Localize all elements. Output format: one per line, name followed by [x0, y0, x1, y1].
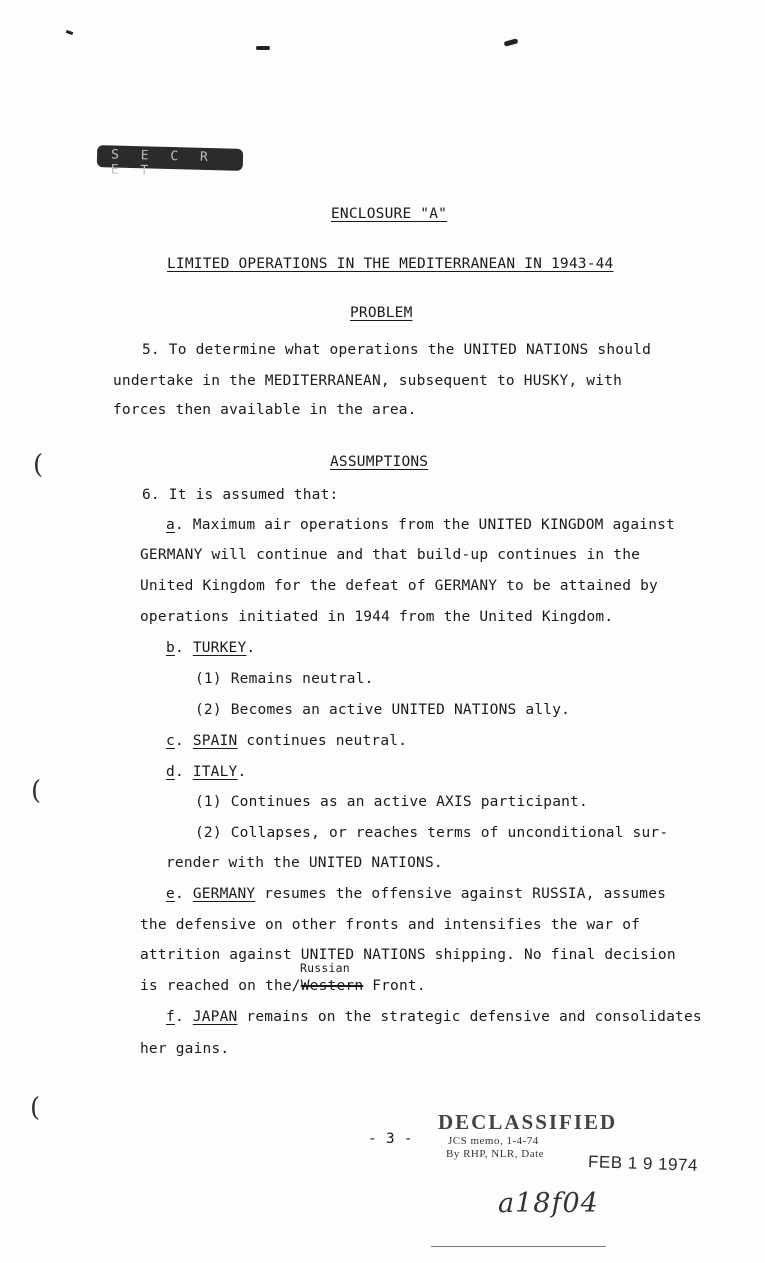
item-f-letter: f — [166, 1009, 175, 1025]
item-c-text: continues neutral. — [237, 733, 408, 749]
handwritten-code: a18f04 — [498, 1188, 599, 1219]
item-e-line3: attrition against UNITED NATIONS shipping. No final decision — [140, 947, 676, 963]
item-b-title: TURKEY — [192, 640, 247, 656]
page-number: - 3 - — [368, 1131, 413, 1147]
binder-hole-mark: ( — [30, 1093, 41, 1123]
item-e-line4 — [140, 977, 426, 995]
declassified-line1: JCS memo, 1-4-74 — [448, 1135, 539, 1147]
item-f-text: remains on the strategic defensive and consolidates — [237, 1009, 702, 1025]
item-a-letter: a — [166, 517, 175, 533]
item-c-letter: c — [166, 733, 175, 749]
binder-hole-mark: ( — [31, 776, 42, 806]
item-b-sub2: (2) Becomes an active UNITED NATIONS ally. — [195, 702, 571, 718]
secret-stamp — [97, 145, 244, 179]
item-d-heading: d. ITALY. — [166, 764, 247, 780]
item-a-line: GERMANY will continue and that build-up continues in the — [140, 547, 641, 563]
secret-stamp-text: S E C R E T — [110, 147, 216, 179]
item-e-text: resumes the offensive against RUSSIA, assumes — [255, 886, 667, 902]
declassified-date: FEB 1 9 1974 — [587, 1152, 699, 1175]
problem-line: forces then available in the area. — [113, 402, 417, 418]
ink-speck — [256, 46, 270, 50]
item-a-line: United Kingdom for the defeat of GERMANY to be attained by — [140, 578, 658, 594]
ink-speck — [66, 30, 74, 35]
item-d-sub2b: render with the UNITED NATIONS. — [166, 855, 443, 871]
item-c-line: c. SPAIN continues neutral. — [166, 733, 408, 749]
bottom-rule — [431, 1246, 606, 1247]
item-d-sub1: (1) Continues as an active AXIS participant. — [195, 794, 588, 810]
declassified-title: DECLASSIFIED — [438, 1110, 618, 1134]
item-b-sub1: (1) Remains neutral. — [195, 671, 374, 687]
item-f-line1: f. JAPAN remains on the strategic defensive and consolidates — [166, 1009, 702, 1025]
assumptions-intro: 6. It is assumed that: — [142, 487, 339, 503]
item-e-line4-post: Front. — [363, 978, 426, 994]
item-c-title: SPAIN — [192, 733, 238, 749]
item-e-line2: the defensive on other fronts and intensifies the war of — [140, 917, 641, 933]
binder-hole-mark: ( — [33, 450, 44, 480]
item-a-line: operations initiated in 1944 from the United Kingdom. — [140, 609, 614, 625]
item-d-letter: d — [166, 764, 175, 780]
item-e-line4-pre: is reached on the/ — [140, 978, 301, 994]
item-d-sub2a: (2) Collapses, or reaches terms of unconditional sur- — [195, 825, 669, 841]
problem-heading: PROBLEM — [350, 305, 413, 321]
item-b-letter: b — [166, 640, 175, 656]
item-f-title: JAPAN — [192, 1009, 238, 1025]
item-b-heading: b. TURKEY. — [166, 640, 256, 656]
item-a-line — [166, 516, 675, 534]
declassified-line2: By RHP, NLR, Date — [446, 1148, 545, 1160]
item-e-letter: e — [166, 886, 175, 902]
item-e-line1: e. GERMANY resumes the offensive against RUSSIA, assumes — [166, 886, 667, 902]
problem-line: undertake in the MEDITERRANEAN, subsequent to HUSKY, with — [113, 373, 622, 389]
item-a-text: . Maximum air operations from the UNITED KINGDOM against — [174, 517, 676, 533]
enclosure-title: ENCLOSURE "A" — [331, 206, 448, 222]
item-e-title: GERMANY — [192, 886, 256, 902]
ink-speck — [504, 38, 519, 46]
item-e-struck-word: Western — [300, 978, 364, 994]
item-d-title: ITALY — [192, 764, 238, 780]
problem-line: 5. To determine what operations the UNITED NATIONS should — [142, 342, 651, 358]
item-e-insertion: Russian — [300, 961, 350, 975]
item-f-line2: her gains. — [140, 1041, 230, 1057]
assumptions-heading: ASSUMPTIONS — [330, 454, 429, 470]
main-title: LIMITED OPERATIONS IN THE MEDITERRANEAN IN 1943-44 — [167, 256, 614, 272]
